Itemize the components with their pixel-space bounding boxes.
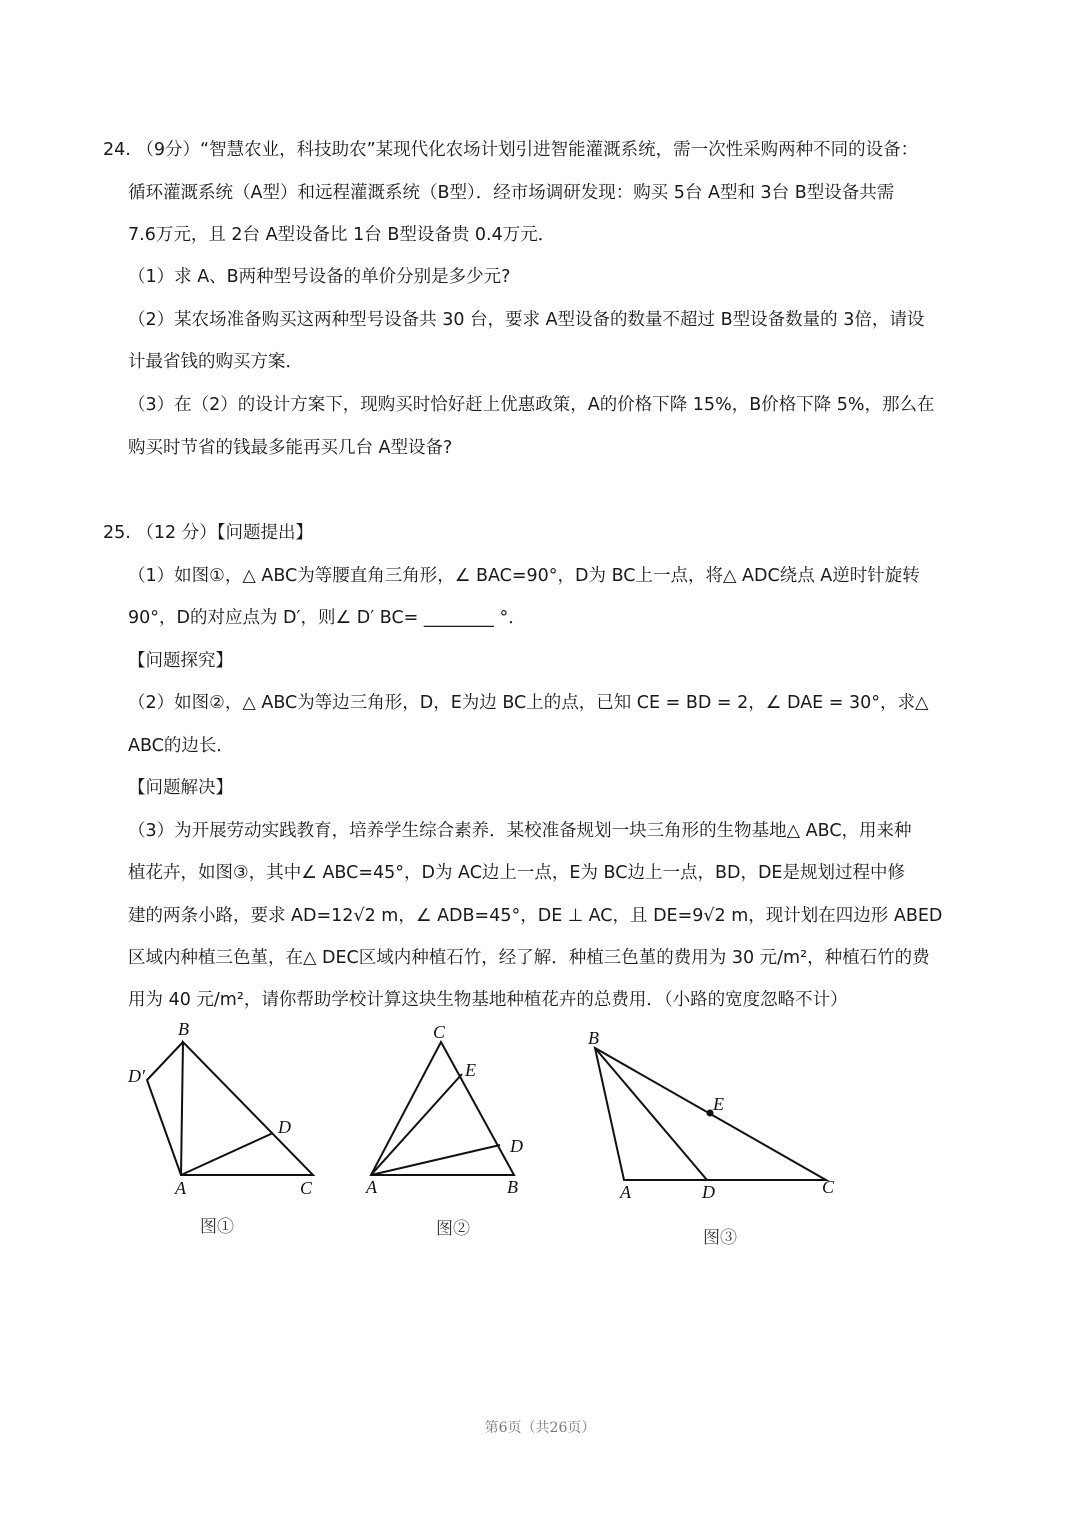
q24-part3: （3）在（2）的设计方案下，现购买时恰好赶上优惠政策，A的价格下降 15%，B价格下降 5%，那么在 (128, 395, 935, 415)
q24-line: 循环灌溉系统（A型）和远程灌溉系统（B型）．经市场调研发现：购买 5台 A型和 3台 B型设备共需 (128, 183, 895, 203)
label-E: E (713, 1094, 724, 1114)
q25-line: ABC的边长． (128, 736, 234, 756)
q25-line: 90°，D的对应点为 D′，则∠ D′ BC= ________ °． (128, 608, 526, 628)
label-D-prime: D′ (128, 1066, 145, 1086)
figure-2-caption: 图② (436, 1219, 470, 1239)
figure-1 (147, 1042, 313, 1175)
label-C: C (822, 1177, 835, 1197)
figure-3-caption: 图③ (703, 1228, 737, 1248)
label-D: D (702, 1182, 715, 1202)
label-C: C (300, 1178, 313, 1198)
q24-part2: （2）某农场准备购买这两种型号设备共 30 台，要求 A型设备的数量不超过 B型设备数量的 3倍，请设 (128, 310, 925, 330)
label-D: D (278, 1117, 291, 1137)
q25-part3: （3）为开展劳动实践教育，培养学生综合素养．某校准备规划一块三角形的生物基地△ ABC，用来种 (128, 821, 912, 841)
q24-line: 购买时节省的钱最多能再买几台 A型设备? (128, 438, 453, 458)
q24-part1: （1）求 A、B两种型号设备的单价分别是多少元? (128, 267, 511, 287)
figure-1-caption: 图① (200, 1217, 234, 1237)
q25-part1: （1）如图①，△ ABC为等腰直角三角形，∠ BAC=90°，D为 BC上一点，将△ ADC绕点 A逆时针旋转 (128, 566, 920, 586)
label-A: A (620, 1182, 631, 1202)
q25-line: 建的两条小路，要求 AD=12√2 m，∠ ADB=45°，DE ⊥ AC，且 DE=9√2 m，现计划在四边形 ABED (128, 906, 943, 926)
label-B: B (507, 1177, 518, 1197)
section-heading: 【问题探究】 (128, 651, 233, 671)
page-footer: 第6页（共26页） (484, 1420, 596, 1436)
q24-line: 计最省钱的购买方案． (128, 352, 303, 372)
label-B: B (178, 1019, 189, 1039)
q25-line: 植花卉，如图③，其中∠ ABC=45°，D为 AC边上一点，E为 BC边上一点，BD，DE是规划过程中修 (128, 863, 905, 883)
q24-line: 7.6万元，且 2台 A型设备比 1台 B型设备贵 0.4万元． (128, 225, 556, 245)
label-D: D (510, 1136, 523, 1156)
q25-line: 用为 40 元/m²，请你帮助学校计算这块生物基地种植花卉的总费用．（小路的宽度忽略不计） (128, 990, 848, 1010)
label-A: A (175, 1178, 186, 1198)
q25-part2: （2）如图②，△ ABC为等边三角形，D，E为边 BC上的点，已知 CE = BD = 2，∠ DAE = 30°，求△ (128, 693, 929, 713)
label-E: E (465, 1060, 476, 1080)
q24-line: 24. （9分）“智慧农业，科技助农”某现代化农场计划引进智能灌溉系统，需一次性采购两种不同的设备： (103, 140, 919, 160)
label-C: C (433, 1022, 446, 1042)
q25-header: 25. （12 分）【问题提出】 (103, 523, 313, 543)
figure-2 (371, 1042, 514, 1175)
label-B: B (588, 1028, 599, 1048)
label-A: A (366, 1177, 377, 1197)
q25-line: 区域内种植三色堇，在△ DEC区域内种植石竹，经了解．种植三色堇的费用为 30 元/m²，种植石竹的费 (128, 948, 930, 968)
section-heading: 【问题解决】 (128, 778, 233, 798)
